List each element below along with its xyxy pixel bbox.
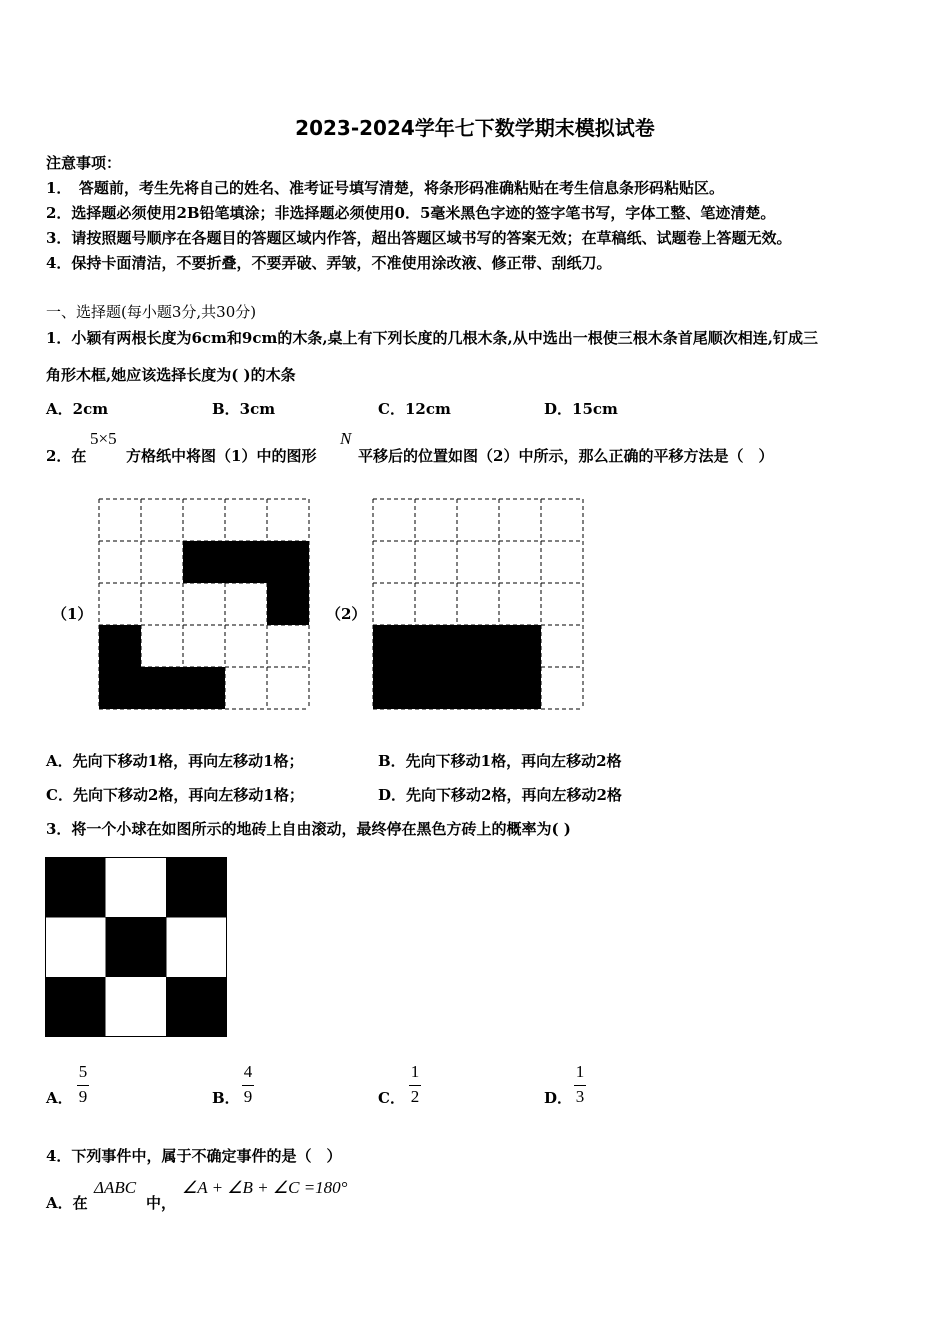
q3-a-denominator: 9: [78, 1087, 88, 1106]
q3-option-b-letter: B．: [212, 1089, 240, 1107]
question-4-text: 4．下列事件中，属于不确定事件的是（ ）: [46, 1147, 342, 1165]
q3-b-fraction-bar: [242, 1085, 254, 1086]
q2-option-d: D．先向下移动2格，再向左移动2格: [378, 786, 622, 804]
q3-a-fraction-bar: [77, 1085, 89, 1086]
q3-d-denominator: 3: [575, 1087, 585, 1106]
q3-c-denominator: 2: [410, 1087, 420, 1106]
q1-option-a: A．2cm: [46, 400, 109, 418]
shape-n-bottom: [99, 625, 225, 709]
angle-sum-formula: ∠A + ∠B + ∠C =180°: [182, 1178, 348, 1197]
figure-2-grid: [372, 498, 584, 710]
q3-option-c-letter: C．: [378, 1089, 405, 1107]
grid-size-math: 5×5: [90, 429, 117, 448]
question-3-text: 3．将一个小球在如图所示的地砖上自由滚动，最终停在黑色方砖上的概率为( ): [46, 820, 571, 838]
question-2-suffix: 平移后的位置如图（2）中所示，那么正确的平移方法是（ ）: [358, 447, 774, 465]
page-title: 2023-2024学年七下数学期末模拟试卷: [295, 116, 655, 140]
notice-item: 4．保持卡面清洁，不要折叠，不要弄破、弄皱，不准使用涂改液、修正带、刮纸刀。: [46, 254, 612, 272]
q3-d-fraction-bar: [574, 1085, 586, 1086]
question-1-text-cont: 角形木框,她应该选择长度为( )的木条: [46, 366, 296, 384]
q3-c-fraction-bar: [409, 1085, 421, 1086]
q4-option-a-mid: 中，: [146, 1194, 177, 1212]
notice-item: 3．请按照题号顺序在各题目的答题区域内作答，超出答题区域书写的答案无效；在草稿纸、试题卷上答题无效。: [46, 229, 792, 247]
section-heading: 一、选择题(每小题3分,共30分): [46, 303, 257, 321]
figure-1-grid: [98, 498, 310, 710]
q4-option-a-prefix: A．在: [46, 1194, 88, 1212]
figure-n-math: N: [340, 429, 352, 448]
q1-option-b: B．3cm: [212, 400, 276, 418]
q3-option-d-letter: D．: [544, 1089, 573, 1107]
question-1-text: 1．小颖有两根长度为6cm和9cm的木条,桌上有下列长度的几根木条,从中选出一根使三根木条首尾顺次相连,钉成三: [46, 329, 818, 347]
question-2-prefix: 2．在: [46, 447, 87, 465]
q3-option-a-letter: A．: [46, 1089, 73, 1107]
checkerboard-tiles: [45, 857, 228, 1038]
notice-heading: 注意事项：: [46, 154, 122, 172]
q3-d-numerator: 1: [575, 1062, 585, 1081]
q2-option-a: A．先向下移动1格，再向左移动1格；: [46, 752, 304, 770]
q1-option-d: D．15cm: [544, 400, 618, 418]
shape-n-moved: [373, 625, 541, 709]
q2-option-c: C．先向下移动2格，再向左移动1格；: [46, 786, 304, 804]
question-2-middle: 方格纸中将图（1）中的图形: [126, 447, 317, 465]
q3-c-numerator: 1: [410, 1062, 420, 1081]
notice-item: 2．选择题必须使用2B铅笔填涂；非选择题必须使用0．5毫米黑色字迹的签字笔书写，字体工整、笔迹清楚。: [46, 204, 776, 222]
notice-item: 1． 答题前，考生先将自己的姓名、准考证号填写清楚，将条形码准确粘贴在考生信息条形码粘贴区。: [46, 179, 724, 197]
triangle-abc-math: ΔABC: [94, 1178, 137, 1197]
shape-n-top: [183, 541, 309, 625]
q3-b-numerator: 4: [243, 1062, 253, 1081]
q3-a-numerator: 5: [78, 1062, 88, 1081]
figure-2-label: （2）: [326, 605, 367, 623]
figure-1-label: （1）: [52, 605, 93, 623]
q3-b-denominator: 9: [243, 1087, 253, 1106]
q1-option-c: C．12cm: [378, 400, 451, 418]
q2-option-b: B．先向下移动1格，再向左移动2格: [378, 752, 622, 770]
